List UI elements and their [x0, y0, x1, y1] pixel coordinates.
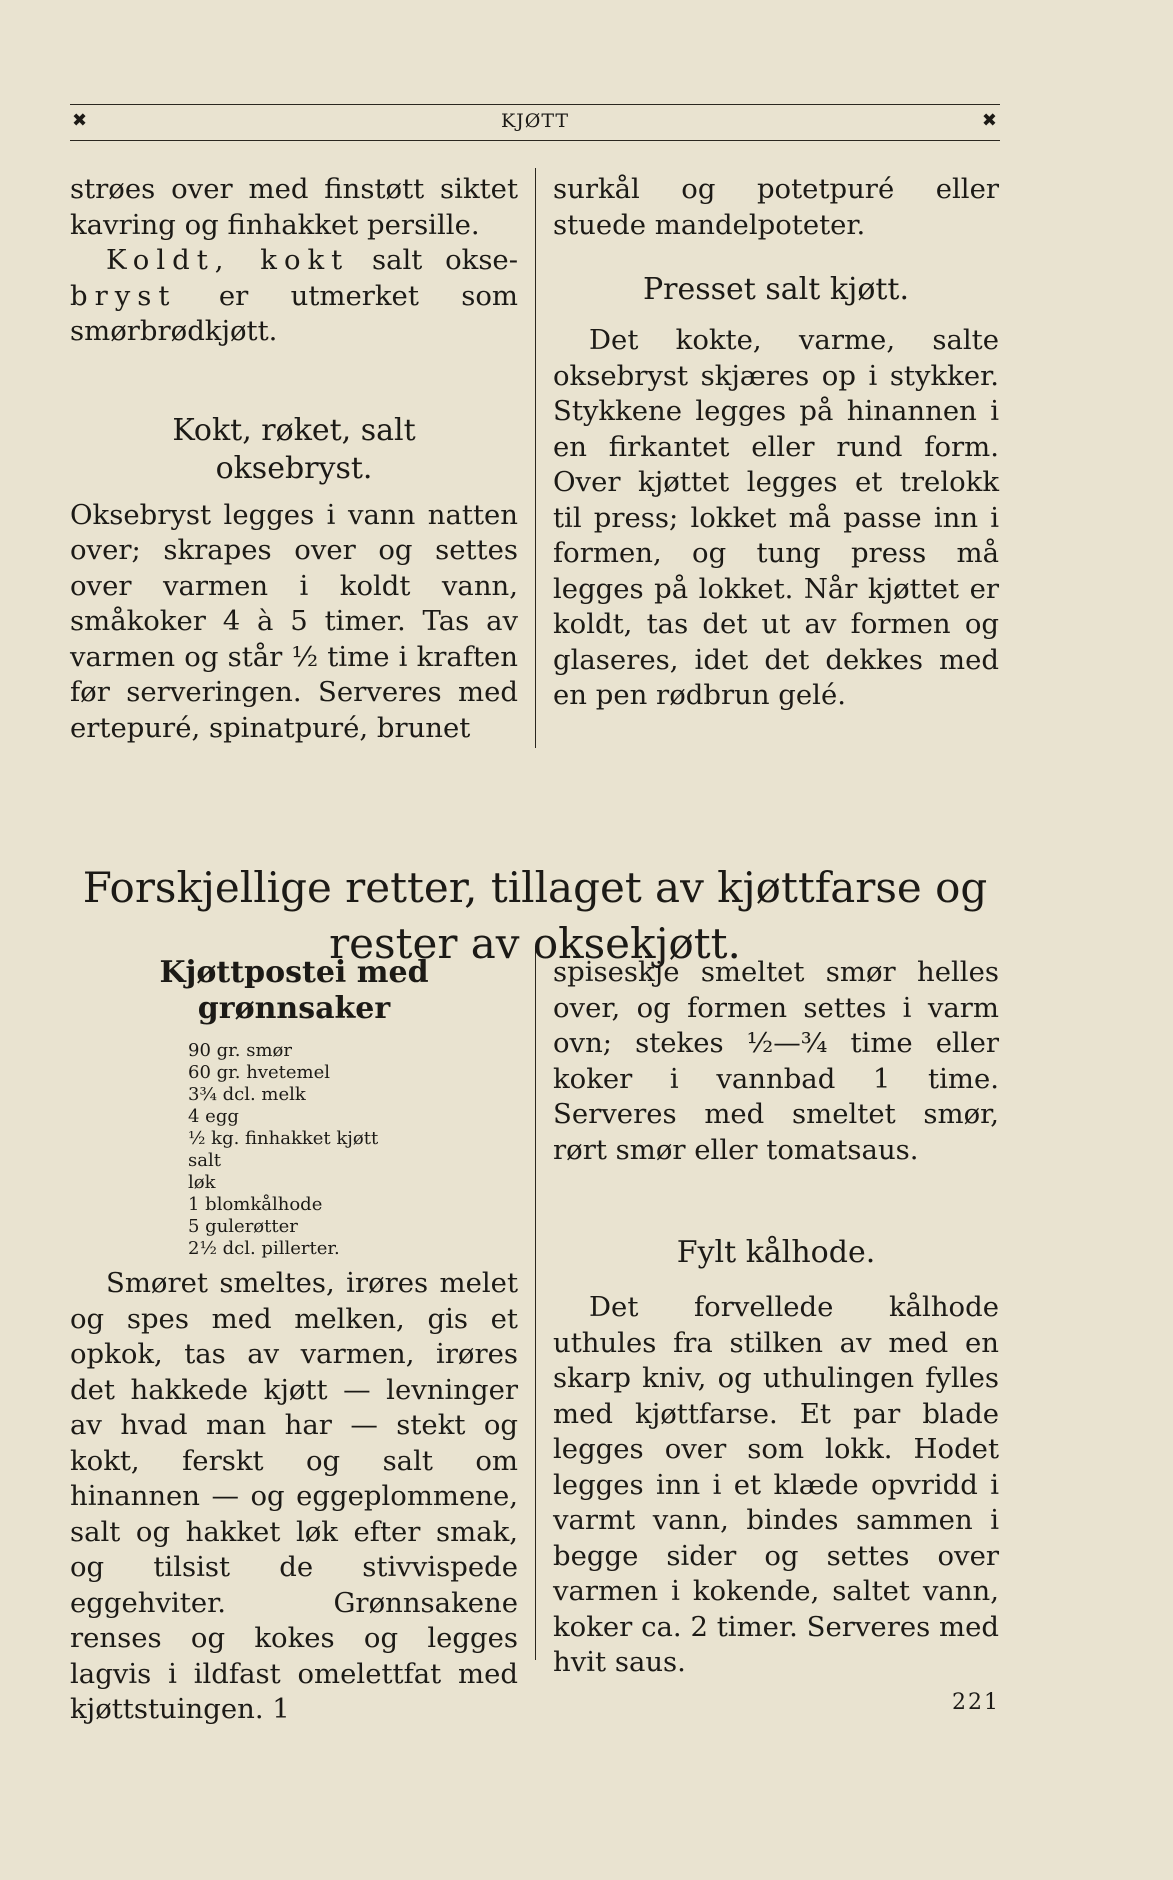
header-rule-bottom: [70, 140, 1000, 141]
ingredient-item: løk: [188, 1172, 216, 1193]
bottom-right-column: [553, 955, 999, 1681]
section-title: Forskjellige retter, tillaget av kjøttfarse og rester av oksekjøtt.: [82, 862, 988, 968]
ingredient-item: ½ kg. finhakket kjøtt: [188, 1128, 379, 1149]
paragraph: surkål og potetpuré eller stuede mandelpoteter.: [553, 173, 999, 241]
running-header-title: KJØTT: [500, 110, 570, 132]
ingredient-item: 2½ dcl. pillerter.: [188, 1238, 340, 1259]
paragraph: Smøret smeltes, irøres melet og spes med melken, gis et opkok, tas av varmen, irøres det hakkede kjøtt — levninger av hvad man har — stekt og kokt, ferskt og salt om hinannen — og eggeplommene, salt og hakket løk efter smak, og tilsist de stivvispede eggehviter. Grønnsakene renses og kokes og legges lagvis i ildfast omelettfat med kjøttstuingen. 1: [70, 1267, 518, 1725]
paragraph: strøes over med finstøtt siktet kavring og finhakket persille.: [70, 173, 518, 241]
ornament-right-icon: ✖: [981, 110, 998, 131]
column-divider-top: [535, 168, 536, 748]
ingredient-item: 4 egg: [188, 1106, 239, 1127]
text: er utmerket som smørbrødkjøtt.: [70, 279, 518, 347]
ingredient-item: 60 gr. hvetemel: [188, 1062, 330, 1083]
spaced-text: Koldt, kokt: [106, 244, 350, 276]
top-right-column: [553, 172, 999, 714]
paragraph: spiseskje smeltet smør helles over, og formen settes i varm ovn; stekes ½—¾ time eller koker i vannbad 1 time. Serveres med smeltet smør, rørt smør eller tomatsaus.: [553, 956, 999, 1166]
top-left-column: [70, 172, 518, 746]
paragraph: Oksebryst legges i vann natten over; skrapes over og settes over varmen i koldt vann, småkoker 4 à 5 timer. Tas av varmen og står ½ time i kraften før serveringen. Serveres med ertepuré, spinatpuré, brunet: [70, 498, 518, 744]
ingredient-item: salt: [188, 1150, 221, 1171]
text: salt okse-: [349, 244, 518, 276]
recipe-heading: Presset salt kjøtt.: [642, 272, 910, 307]
header-rule-top: [70, 104, 1000, 105]
column-divider-bottom: [535, 948, 536, 1660]
paragraph: [70, 243, 518, 350]
spaced-text: bryst: [70, 279, 177, 312]
ingredient-item: 5 gulerøtter: [188, 1216, 298, 1237]
bottom-left-column: [70, 955, 518, 1728]
paragraph: Det forvellede kålhode uthules fra stilken av med en skarp kniv, og uthulingen fylles med kjøttfarse. Et par blade legges over som lokk. Hodet legges inn i et klæde opvridd i varmt vann, bindes sammen i begge sider og settes over varmen i kokende, saltet vann, koker ca. 2 timer. Serveres med hvit saus.: [553, 1291, 999, 1678]
ingredient-item: 1 blomkålhode: [188, 1194, 323, 1215]
paragraph: Det kokte, varme, salte oksebryst skjæres op i stykker. Stykkene legges på hinannen i en firkantet eller rund form. Over kjøttet legges et trelokk til press; lokket må passe inn i formen, og tung press må legges på lokket. Når kjøttet er koldt, tas det ut av formen og glaseres, idet det dekkes med en pen rødbrun gelé.: [553, 324, 999, 711]
recipe-heading: Kjøttpostei med grønnsaker: [159, 955, 429, 1026]
page-number: 221: [952, 1690, 1000, 1715]
ingredient-item: 3¾ dcl. melk: [188, 1084, 306, 1105]
recipe-heading: Kokt, røket, salt oksebryst.: [172, 412, 416, 486]
ingredient-item: 90 gr. smør: [188, 1040, 292, 1061]
recipe-heading: Fylt kålhode.: [676, 1235, 876, 1270]
ornament-left-icon: ✖: [72, 110, 89, 131]
ingredient-list: [188, 1040, 518, 1260]
running-header: [70, 108, 1000, 136]
